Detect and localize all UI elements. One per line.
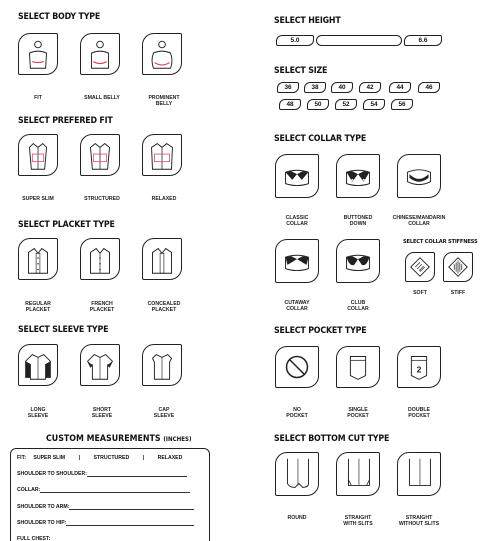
collar-buttoned-down-icon (337, 155, 379, 197)
collar-classic-icon (276, 155, 318, 197)
collar-buttoned-down-label: BUTTONED DOWN (343, 215, 373, 227)
size-38[interactable]: 38 (304, 82, 326, 93)
no-pocket-icon (276, 347, 318, 387)
custom-measurements-heading (46, 434, 192, 444)
custom-measurements-form (10, 448, 210, 541)
field-label: SHOULDER TO SHOULDER: (17, 471, 87, 477)
size-48[interactable]: 48 (279, 99, 301, 110)
placket-concealed-label: CONCEALED PLACKET (147, 301, 181, 313)
fit-super-slim-icon (19, 135, 57, 175)
field-label: SHOULDER TO ARM: (17, 504, 70, 510)
sleeve-short-label: SHORT SLEEVE (91, 407, 113, 419)
single-pocket-label: SINGLE POCKET (347, 407, 369, 419)
size-50[interactable]: 50 (307, 99, 329, 110)
fit-structured-label: STRUCTURED (84, 196, 120, 202)
stiffness-stiff-icon (444, 253, 472, 281)
fit-relaxed-icon (143, 135, 181, 175)
sleeve-cap-label: CAP SLEEVE (153, 407, 175, 419)
size-42[interactable]: 42 (359, 82, 381, 93)
custom-measurements-unit: (INCHES) (163, 436, 192, 443)
field-shoulder-to-shoulder[interactable] (17, 471, 203, 479)
fit-structured-card[interactable] (80, 134, 120, 176)
field-shoulder-to-arm[interactable] (17, 504, 203, 512)
collar-heading: SELECT COLLAR TYPE (274, 134, 367, 144)
fit-choice-separator: | (78, 455, 81, 461)
bottom-straight-slits-label: STRAIGHT WITH SLITS (343, 515, 373, 527)
collar-cutaway-icon (276, 240, 318, 282)
bottom-cut-heading: SELECT BOTTOM CUT TYPE (274, 434, 390, 444)
body-type-small-belly-label: SMALL BELLY (84, 95, 120, 101)
size-54[interactable]: 54 (363, 99, 385, 110)
fit-choice-super-slim[interactable]: SUPER SLIM (33, 455, 66, 461)
collar-stiffness-heading: SELECT COLLAR STIFFNESS (403, 239, 478, 245)
double-pocket-badge: 2 (416, 364, 422, 375)
fit-choice-separator: | (142, 455, 145, 461)
single-pocket-icon (337, 347, 379, 387)
body-type-prominent-belly-label: PROMINENT BELLY (148, 95, 180, 107)
sleeve-short-card[interactable] (80, 344, 120, 386)
placket-french-label: FRENCH PLACKET (89, 301, 115, 313)
field-label: SHOULDER TO HIP: (17, 520, 67, 526)
collar-mandarin-card[interactable] (397, 154, 441, 198)
collar-mandarin-label: CHINESE/MANDARIN COLLAR (392, 215, 446, 227)
collar-classic-label: CLASSIC COLLAR (285, 215, 309, 227)
field-line[interactable] (87, 471, 187, 477)
double-pocket-card[interactable] (397, 346, 441, 388)
body-type-fit-label: FIT (34, 95, 42, 101)
sleeve-cap-card[interactable] (142, 344, 182, 386)
placket-regular-icon (19, 239, 57, 279)
field-line[interactable] (40, 487, 190, 493)
placket-regular-card[interactable] (18, 238, 58, 280)
field-label: COLLAR: (17, 487, 41, 493)
placket-heading: SELECT PLACKET TYPE (18, 220, 115, 230)
fit-choice-structured[interactable]: STRUCTURED (93, 455, 130, 461)
collar-cutaway-label: CUTAWAY COLLAR (284, 300, 310, 312)
size-46[interactable]: 46 (418, 82, 440, 93)
field-collar[interactable] (17, 487, 203, 495)
bottom-round-label: ROUND (287, 515, 307, 521)
collar-cutaway-card[interactable] (275, 239, 319, 283)
collar-club-icon (337, 240, 379, 282)
field-line[interactable] (50, 536, 195, 541)
placket-french-card[interactable] (80, 238, 120, 280)
fit-structured-icon (81, 135, 119, 175)
sleeve-heading: SELECT SLEEVE TYPE (18, 325, 109, 335)
sleeve-short-icon (81, 345, 119, 385)
height-heading: SELECT HEIGHT (274, 16, 341, 26)
collar-club-label: CLUB COLLAR (347, 300, 369, 312)
bottom-straight-no-slits-label: STRAIGHT WITHOUT SLITS (398, 515, 440, 527)
fit-super-slim-card[interactable] (18, 134, 58, 176)
sleeve-long-icon (19, 345, 57, 385)
stiffness-soft-icon (406, 253, 434, 281)
torso-fit-icon (19, 34, 57, 74)
torso-prominent-belly-icon (143, 34, 181, 74)
stiffness-stiff-label: STIFF (450, 290, 466, 296)
field-full-chest[interactable] (17, 536, 203, 541)
placket-concealed-card[interactable] (142, 238, 182, 280)
collar-classic-card[interactable] (275, 154, 319, 198)
body-type-heading: SELECT BODY TYPE (18, 12, 101, 22)
torso-small-belly-icon (81, 34, 119, 74)
collar-club-card[interactable] (336, 239, 380, 283)
stiffness-stiff-card[interactable] (443, 252, 473, 282)
bottom-round-card[interactable] (275, 452, 319, 496)
fit-relaxed-card[interactable] (142, 134, 182, 176)
height-min-value[interactable]: 5.0 (276, 35, 314, 46)
single-pocket-card[interactable] (336, 346, 380, 388)
body-type-fit-card[interactable] (18, 33, 58, 75)
sleeve-cap-icon (143, 345, 181, 385)
placket-french-icon (81, 239, 119, 279)
double-pocket-label: DOUBLE POCKET (408, 407, 430, 419)
size-56[interactable]: 56 (391, 99, 413, 110)
fit-choice-line (17, 455, 188, 461)
placket-regular-label: REGULAR PLACKET (25, 301, 51, 313)
size-52[interactable]: 52 (335, 99, 357, 110)
size-36[interactable]: 36 (277, 82, 299, 93)
stiffness-soft-label: SOFT (413, 290, 427, 296)
no-pocket-label: NO POCKET (286, 407, 308, 419)
custom-measurements-title: CUSTOM MEASUREMENTS (46, 434, 161, 444)
fit-super-slim-label: SUPER SLIM (22, 196, 54, 202)
fit-relaxed-label: RELAXED (151, 196, 177, 202)
fit-choice-label: FIT: (17, 455, 26, 461)
height-slider-track[interactable] (316, 35, 402, 46)
size-44[interactable]: 44 (389, 82, 411, 93)
stiffness-soft-card[interactable] (405, 252, 435, 282)
fit-choice-relaxed[interactable]: RELAXED (157, 455, 183, 461)
size-heading: SELECT SIZE (274, 66, 328, 76)
bottom-straight-slits-card[interactable] (336, 452, 380, 496)
no-pocket-card[interactable] (275, 346, 319, 388)
preferred-fit-heading: SELECT PREFERED FIT (18, 116, 113, 126)
sleeve-long-label: LONG SLEEVE (27, 407, 49, 419)
body-type-prominent-belly-card[interactable] (142, 33, 182, 75)
height-max-value[interactable]: 6.6 (404, 35, 442, 46)
pocket-heading: SELECT POCKET TYPE (274, 326, 367, 336)
collar-buttoned-down-card[interactable] (336, 154, 380, 198)
collar-mandarin-icon (398, 155, 440, 197)
field-line[interactable] (66, 520, 194, 526)
bottom-straight-no-slits-icon (398, 453, 440, 495)
placket-concealed-icon (143, 239, 181, 279)
size-40[interactable]: 40 (331, 82, 353, 93)
bottom-round-icon (276, 453, 318, 495)
field-line[interactable] (69, 504, 194, 510)
field-shoulder-to-hip[interactable] (17, 520, 203, 528)
field-label: FULL CHEST: (17, 536, 51, 541)
bottom-straight-no-slits-card[interactable] (397, 452, 441, 496)
body-type-small-belly-card[interactable] (80, 33, 120, 75)
sleeve-long-card[interactable] (18, 344, 58, 386)
double-pocket-icon (398, 347, 440, 387)
bottom-straight-slits-icon (337, 453, 379, 495)
